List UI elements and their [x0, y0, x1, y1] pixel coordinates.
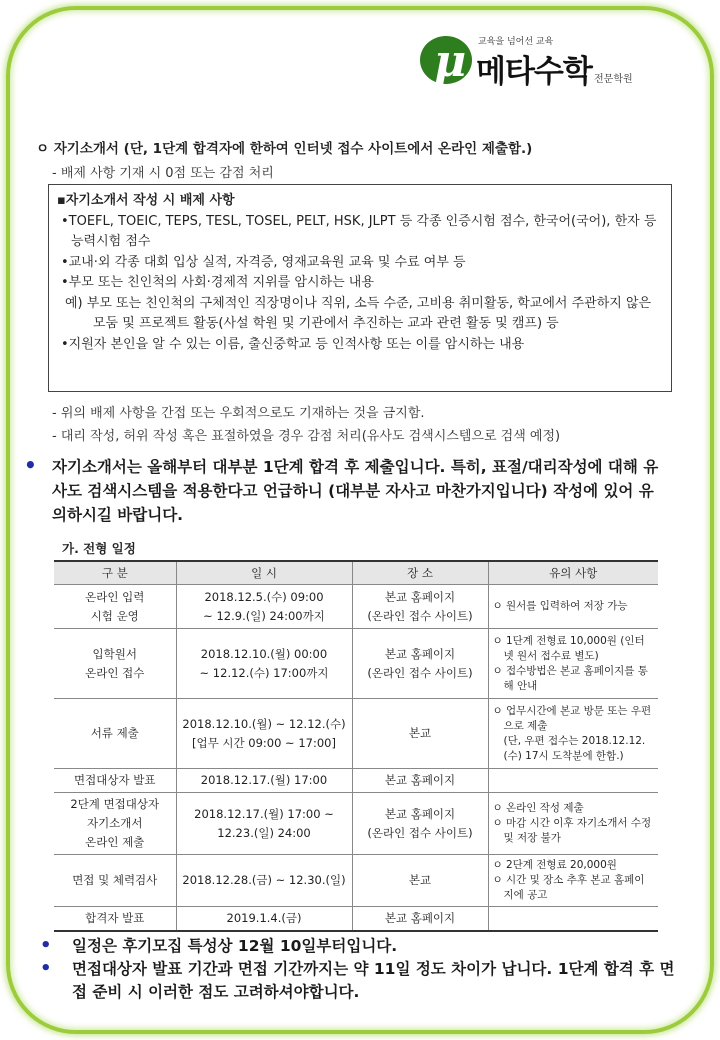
bullet-icon: • [40, 958, 52, 979]
cell-place: 본교 [352, 699, 488, 769]
note-line: ㅇ 2단계 전형료 20,000원 [492, 859, 617, 871]
highlight-text: 자기소개서는 올해부터 대부분 1단계 합격 후 제출입니다. 특히, 표절/대리작성에 대해 유사도 검색시스템을 적용한다고 언급하니 (대부분 자사고 마찬가지입니다) 작성에 있어 유의하시길 바랍니다. [52, 458, 659, 524]
exclusion-item: •교내·외 각종 대회 입상 실적, 자격증, 영재교육원 교육 및 수료 여부 등 [61, 254, 466, 270]
table-row [54, 855, 658, 907]
cell-notes [488, 629, 658, 699]
note-line: ㅇ 접수방법은 본교 홈페이지를 통해 안내 [492, 664, 648, 692]
note-line: ㅇ 마감 시간 이후 자기소개서 수정 및 저장 불가 [492, 817, 652, 844]
cell-notes [488, 769, 658, 793]
cell-place: 본교 홈페이지 [352, 907, 488, 932]
logo-suffix: 전문학원 [594, 74, 633, 85]
cell-place: 본교 [352, 855, 488, 907]
cell-category: 면접 및 체력검사 [54, 855, 176, 907]
cell-category: 서류 제출 [54, 699, 176, 769]
header-category: 구 분 [54, 561, 176, 585]
logo-name: 메타수학 [476, 54, 592, 90]
bullet-icon: • [24, 453, 37, 477]
exclusion-box [48, 184, 672, 392]
cell-date: 2018.12.17.(월) 17:00 [176, 769, 352, 793]
exclusion-example: 예) 부모 또는 친인척의 구체적인 직장명이나 직위, 소득 수준, 고비용 취미활동, 학교에서 주관하지 않은 모둠 및 프로젝트 활동(사설 학원 및 기관에서 추진하는 교과 관련 활동 및 캠프) 등 [65, 295, 652, 331]
table-row [54, 907, 658, 932]
logo-tagline: 교육을 넘어선 교육 [478, 37, 554, 47]
cell-notes [488, 855, 658, 907]
bottom-comment [40, 935, 680, 958]
logo-mark-icon [416, 32, 480, 88]
header-notes: 유의 사항 [488, 561, 658, 585]
table-row [54, 585, 658, 629]
note-line: ㅇ 원서를 입력하여 저장 가능 [492, 600, 628, 612]
penalty-note: - 대리 작성, 허위 작성 혹은 표절하였을 경우 감점 처리(유사도 검색시스템으로 검색 예정) [52, 429, 561, 444]
note-line: ㅇ 시간 및 장소 추후 본교 홈페이지에 공고 [492, 874, 645, 901]
logo-mark-letter: μ [434, 36, 467, 87]
note-line: ㅇ 업무시간에 본교 방문 또는 우편으로 제출 [492, 704, 652, 732]
exclusion-item: •TOEFL, TOEIC, TEPS, TESL, TOSEL, PELT, HSK, JLPT 등 각종 인증시험 점수, 한국어(국어), 한자 등 능력시험 점수 [61, 213, 657, 249]
note-line: (단, 우편 접수는 2018.12.12.(수) 17시 도착분에 한함.) [503, 734, 646, 762]
cell-date: 2019.1.4.(금) [176, 907, 352, 932]
cell-date: 2018.12.28.(금) ~ 12.30.(일) [176, 855, 352, 907]
header-date: 일 시 [176, 561, 352, 585]
cell-date: 2018.12.5.(수) 09:00 ~ 12.9.(일) 24:00까지 [176, 585, 352, 629]
cell-notes [488, 793, 658, 855]
bottom-comment-text: 일정은 후기모집 특성상 12월 10일부터입니다. [72, 937, 398, 955]
cell-place: 본교 홈페이지 [352, 769, 488, 793]
cell-notes [488, 585, 658, 629]
cell-category: 2단계 면접대상자 자기소개서 온라인 제출 [54, 793, 176, 855]
cell-date: 2018.12.17.(월) 17:00 ~ 12.23.(일) 24:00 [176, 793, 352, 855]
table-header-row [54, 561, 658, 585]
cell-notes [488, 907, 658, 932]
section-title: ㅇ 자기소개서 (단, 1단계 합격자에 한하여 인터넷 접수 사이트에서 온라인 제출함.) [36, 141, 533, 157]
cell-category: 합격자 발표 [54, 907, 176, 932]
cell-date: 2018.12.10.(월) ~ 12.12.(수) [업무 시간 09:00 ~ 17:00] [176, 699, 352, 769]
bottom-comment [40, 958, 680, 1004]
exclusion-item: •지원자 본인을 알 수 있는 이름, 출신중학교 등 인적사항 또는 이를 암시하는 내용 [61, 336, 525, 352]
table-row [54, 699, 658, 769]
academy-logo [416, 30, 656, 90]
cell-place: 본교 홈페이지 (온라인 접수 사이트) [352, 585, 488, 629]
cell-category: 면접대상자 발표 [54, 769, 176, 793]
prohibition-note: - 위의 배제 사항을 간접 또는 우회적으로도 기재하는 것을 금지함. [52, 406, 425, 421]
table-row [54, 793, 658, 855]
exclusion-item: •부모 또는 친인척의 사회·경제적 지위를 암시하는 내용 [61, 275, 374, 290]
table-row [54, 629, 658, 699]
cell-place: 본교 홈페이지 (온라인 접수 사이트) [352, 629, 488, 699]
schedule-title: 가. 전형 일정 [62, 541, 136, 556]
bottom-comments [40, 935, 680, 1004]
bottom-comment-text: 면접대상자 발표 기간과 면접 기간까지는 약 11일 정도 차이가 납니다. 1단계 합격 후 면접 준비 시 이러한 점도 고려하셔야합니다. [72, 960, 675, 1001]
table-row [54, 769, 658, 793]
header-place: 장 소 [352, 561, 488, 585]
note-line: ㅇ 1단계 전형료 10,000원 (인터넷 원서 접수료 별도) [492, 634, 645, 662]
highlight-comment [24, 455, 664, 527]
cell-place: 본교 홈페이지 (온라인 접수 사이트) [352, 793, 488, 855]
exclusion-box-title: ▪자기소개서 작성 시 배제 사항 [57, 193, 235, 208]
note-line: ㅇ 온라인 작성 제출 [492, 802, 584, 814]
bullet-icon: • [40, 935, 52, 956]
cell-category: 온라인 입력 시험 운영 [54, 585, 176, 629]
cell-date: 2018.12.10.(월) 00:00 ~ 12.12.(수) 17:00까지 [176, 629, 352, 699]
cell-category: 입학원서 온라인 접수 [54, 629, 176, 699]
cell-notes [488, 699, 658, 769]
section-note: - 배제 사항 기재 시 0점 또는 감점 처리 [52, 166, 274, 181]
schedule-table [54, 560, 658, 932]
